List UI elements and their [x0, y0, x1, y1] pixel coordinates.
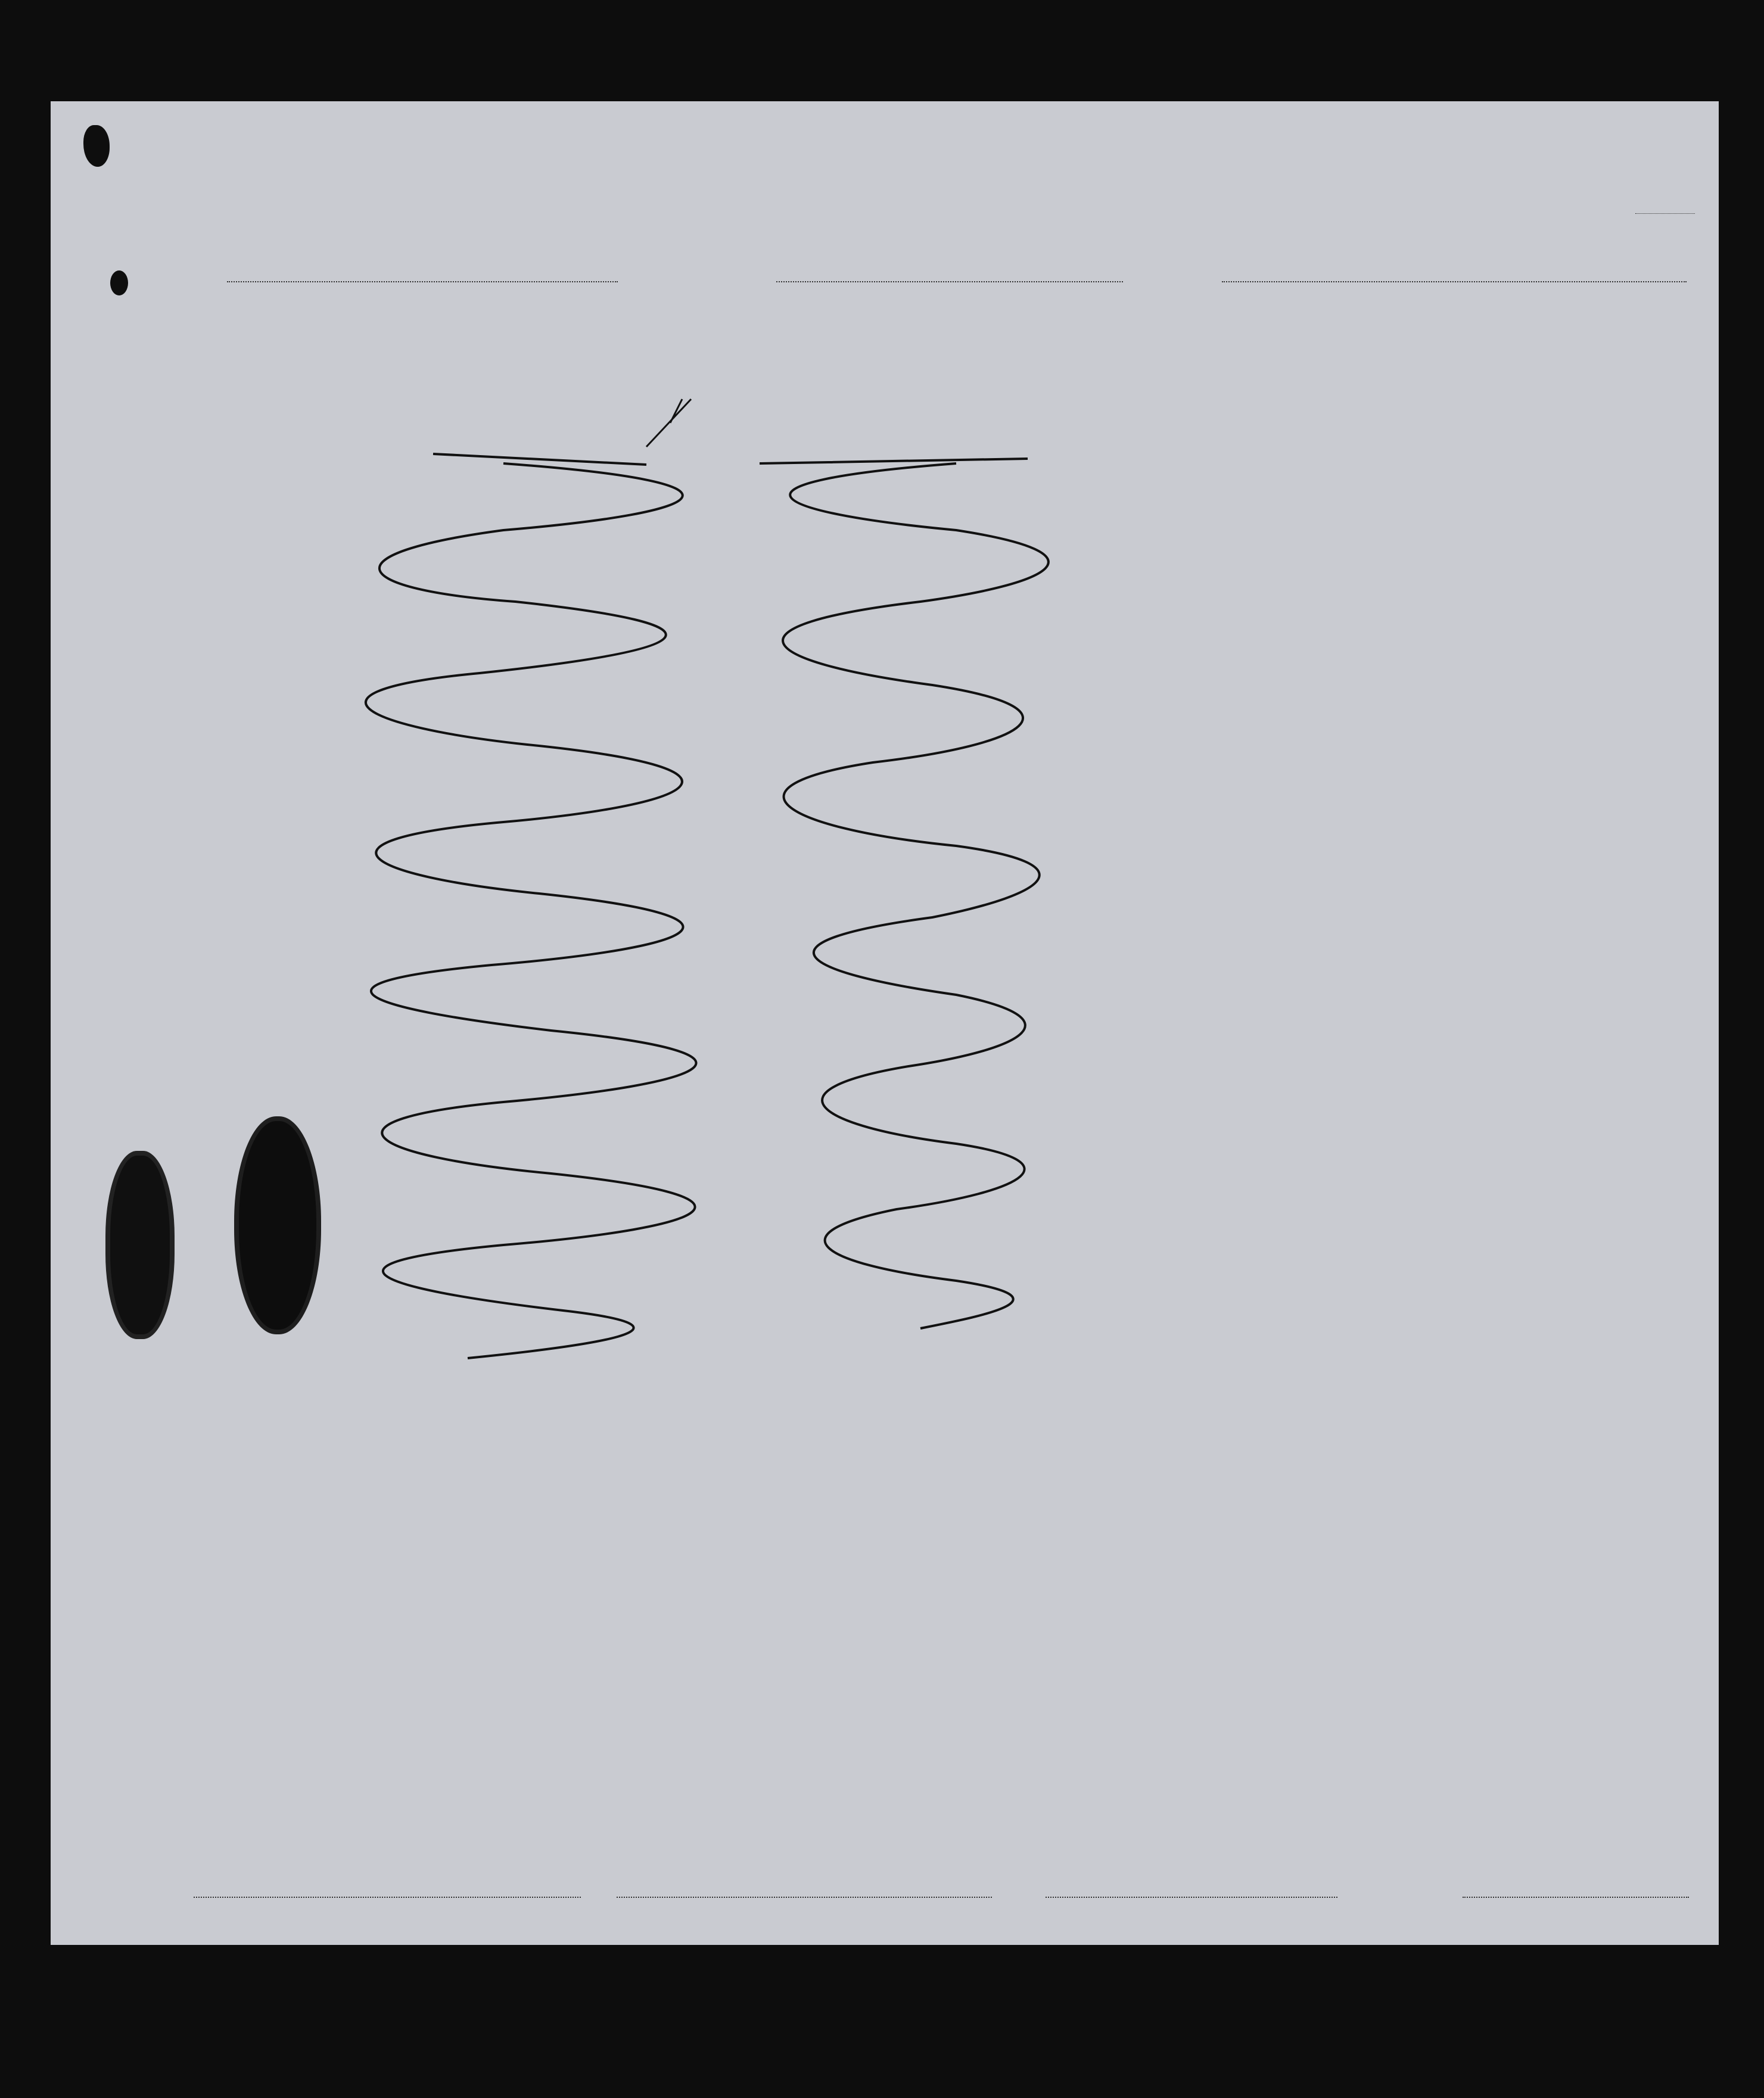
manifest-sheet: [51, 101, 1719, 1945]
seal-stamp-left: [110, 1156, 170, 1334]
ink-blot: [110, 270, 128, 295]
ink-blot: [83, 125, 110, 167]
seal-stamp-right: [239, 1121, 316, 1330]
name-cancellation-scribble: [51, 101, 1719, 1945]
